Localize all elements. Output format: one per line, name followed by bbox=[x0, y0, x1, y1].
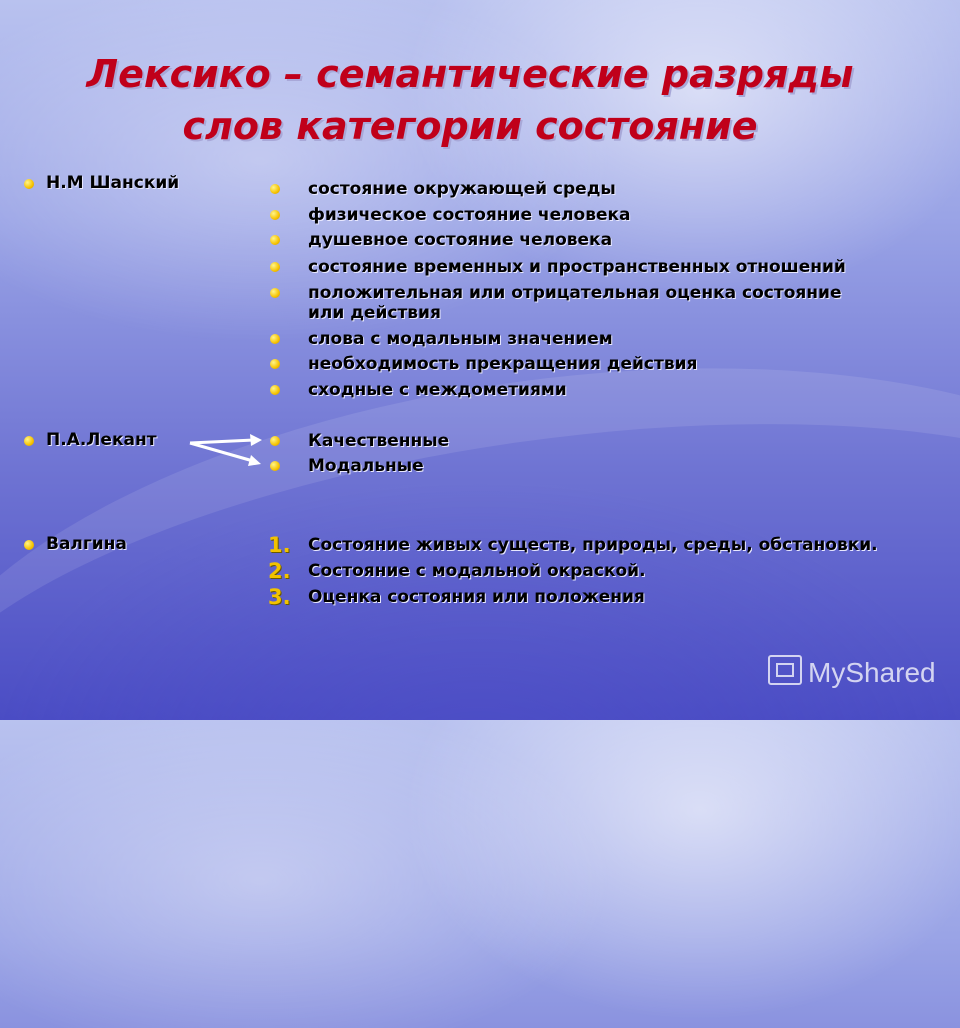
arrow-to-modal bbox=[190, 443, 253, 461]
author-lekant: П.А.Лекант bbox=[46, 430, 157, 450]
title-line-1: Лексико – семантические разряды bbox=[86, 52, 854, 96]
list-item: сходные с междометиями bbox=[308, 380, 567, 400]
presentation-icon bbox=[768, 655, 802, 685]
author-valgina: Валгина bbox=[46, 534, 127, 554]
list-number: 1. bbox=[268, 533, 291, 557]
list-item-continuation: или действия bbox=[308, 303, 441, 323]
list-item: необходимость прекращения действия bbox=[308, 354, 698, 374]
list-item-modal: Модальные bbox=[308, 456, 424, 476]
list-item: положительная или отрицательная оценка состояние bbox=[308, 283, 842, 303]
numbered-item: Состояние живых существ, природы, среды, обстановки. bbox=[308, 535, 878, 555]
list-number: 3. bbox=[268, 585, 291, 609]
title-line-2: слов категории состояние bbox=[182, 104, 758, 148]
list-item: физическое состояние человека bbox=[308, 205, 631, 225]
arrow-head-icon bbox=[248, 455, 261, 466]
arrow-to-qualitative bbox=[190, 440, 254, 443]
list-item: душевное состояние человека bbox=[308, 230, 613, 250]
watermark bbox=[768, 655, 936, 689]
list-number: 2. bbox=[268, 559, 291, 583]
list-item-qualitative: Качественные bbox=[308, 431, 450, 451]
list-item: состояние временных и пространственных отношений bbox=[308, 257, 846, 277]
numbered-item: Состояние с модальной окраской. bbox=[308, 561, 646, 581]
watermark-text: MyShared bbox=[808, 657, 936, 688]
author-shansky: Н.М Шанский bbox=[46, 173, 180, 193]
list-item: состояние окружающей среды bbox=[308, 179, 616, 199]
arrow-head-icon bbox=[250, 434, 262, 446]
list-item: слова с модальным значением bbox=[308, 329, 613, 349]
numbered-item: Оценка состояния или положения bbox=[308, 587, 645, 607]
